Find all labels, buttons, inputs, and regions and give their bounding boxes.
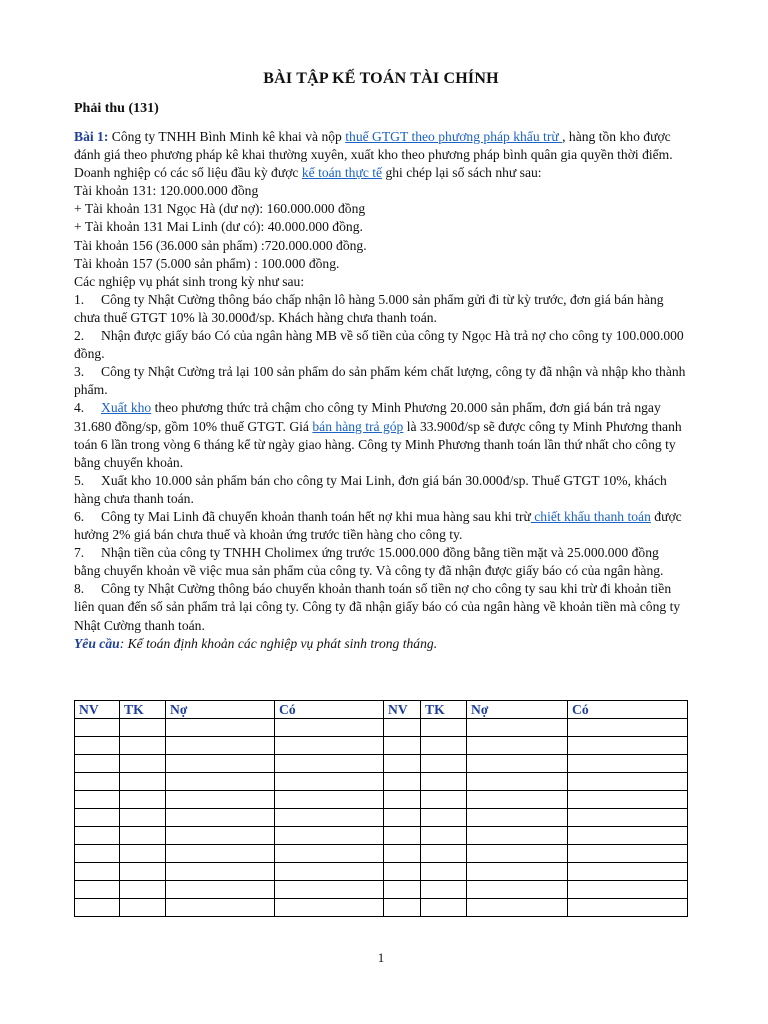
- table-row: [75, 773, 688, 791]
- table-cell[interactable]: [166, 773, 275, 791]
- requirement: [74, 635, 688, 653]
- transaction-item: 3. Công ty Nhật Cường trả lại 100 sản phẩm do sản phẩm kém chất lượng, công ty đã nhận và nhập kho thành phẩm.: [74, 364, 686, 398]
- table-cell[interactable]: [467, 791, 568, 809]
- col-header-no: Nợ: [166, 701, 275, 719]
- col-header-nv: NV: [75, 701, 120, 719]
- table-cell[interactable]: [467, 827, 568, 845]
- table-cell[interactable]: [568, 881, 688, 899]
- table-row: [75, 791, 688, 809]
- table-cell[interactable]: [467, 755, 568, 773]
- table-cell[interactable]: [467, 845, 568, 863]
- link-actual-accounting[interactable]: kế toán thực tế: [301, 165, 383, 181]
- intro-text-2: , hàng tồn kho được đánh giá theo phương pháp kê khai thường xuyên, xuất kho theo phương pháp bình quân gia quyền thời điểm. Doanh nghiệp có các số liệu đầu kỳ được: [74, 129, 673, 181]
- table-cell[interactable]: [75, 755, 120, 773]
- balance-line: Tài khoản 131: 120.000.000 đồng: [74, 183, 259, 199]
- table-cell[interactable]: [120, 737, 166, 755]
- table-cell[interactable]: [568, 755, 688, 773]
- table-cell[interactable]: [120, 881, 166, 899]
- table-cell[interactable]: [120, 827, 166, 845]
- col-header-tk: TK: [421, 701, 467, 719]
- table-cell[interactable]: [275, 899, 384, 917]
- table-row: [75, 827, 688, 845]
- transaction-item: 4. Xuất kho theo phương thức trả chậm cho công ty Minh Phương 20.000 sản phẩm, đơn giá bán trả ngay 31.680 đồng/sp, gồm 10% thuế GTGT. Giá bán hàng trả góp là 33.900đ/sp sẽ được công ty Minh Phương thanh toán 6 lần trong vòng 6 tháng kể từ ngày giao hàng. Công ty Minh Phương thanh toán lần thứ nhất cho công ty bằng chuyển khoản.: [74, 400, 682, 470]
- table-cell[interactable]: [75, 827, 120, 845]
- table-cell[interactable]: [275, 719, 384, 737]
- table-cell[interactable]: [75, 809, 120, 827]
- table-cell[interactable]: [75, 881, 120, 899]
- table-cell[interactable]: [384, 845, 421, 863]
- table-row: [75, 845, 688, 863]
- table-cell[interactable]: [120, 719, 166, 737]
- col-header-nv: NV: [384, 701, 421, 719]
- table-cell[interactable]: [120, 773, 166, 791]
- table-cell[interactable]: [384, 791, 421, 809]
- transaction-item: 8. Công ty Nhật Cường thông báo chuyển khoản thanh toán số tiền nợ cho công ty sau khi trừ đi khoản tiền liên quan đến số sản phẩm trả lại công ty. Công ty đã nhận giấy báo có của ngân hàng về khoản tiền mà công ty Nhật Cường thanh toán.: [74, 581, 681, 633]
- table-cell[interactable]: [166, 755, 275, 773]
- table-cell[interactable]: [384, 773, 421, 791]
- table-cell[interactable]: [568, 719, 688, 737]
- table-cell[interactable]: [568, 791, 688, 809]
- table-cell[interactable]: [421, 881, 467, 899]
- table-row: [75, 863, 688, 881]
- table-cell[interactable]: [275, 791, 384, 809]
- table-cell[interactable]: [384, 863, 421, 881]
- page-number: 1: [377, 950, 385, 965]
- table-cell[interactable]: [421, 755, 467, 773]
- table-cell[interactable]: [421, 737, 467, 755]
- exercise-intro: [74, 128, 688, 182]
- section-heading: Phải thu (131): [74, 101, 159, 116]
- table-cell[interactable]: [467, 809, 568, 827]
- table-cell[interactable]: [568, 827, 688, 845]
- table-cell[interactable]: [421, 719, 467, 737]
- table-cell[interactable]: [467, 899, 568, 917]
- balance-line: + Tài khoản 131 Mai Linh (dư có): 40.000.000 đồng.: [74, 219, 363, 235]
- table-cell[interactable]: [166, 827, 275, 845]
- transaction-item: 6. Công ty Mai Linh đã chuyển khoản thanh toán hết nợ khi mua hàng sau khi trừ chiết khấu thanh toán được hưởng 2% giá bán chưa thuế và khoản ứng trước tiền hàng cho công ty.: [74, 508, 682, 543]
- link-xuat-kho[interactable]: Xuất kho: [101, 400, 152, 416]
- table-cell[interactable]: [75, 899, 120, 917]
- col-header-co: Có: [275, 701, 384, 719]
- table-cell[interactable]: [421, 827, 467, 845]
- table-cell[interactable]: [384, 737, 421, 755]
- table-cell[interactable]: [384, 719, 421, 737]
- table-cell[interactable]: [166, 791, 275, 809]
- table-cell[interactable]: [421, 791, 467, 809]
- table-cell[interactable]: [384, 881, 421, 899]
- table-cell[interactable]: [568, 863, 688, 881]
- table-cell[interactable]: [75, 737, 120, 755]
- table-cell[interactable]: [421, 809, 467, 827]
- table-cell[interactable]: [275, 863, 384, 881]
- link-installment-sales[interactable]: bán hàng trả góp: [312, 418, 404, 434]
- table-cell[interactable]: [467, 863, 568, 881]
- table-cell[interactable]: [75, 845, 120, 863]
- table-cell[interactable]: [75, 791, 120, 809]
- exercise-body: [74, 128, 688, 653]
- link-vat-deduction[interactable]: thuế GTGT theo phương pháp khấu trừ: [345, 129, 563, 144]
- table-cell[interactable]: [166, 899, 275, 917]
- transactions-intro: Các nghiệp vụ phát sinh trong kỳ như sau:: [74, 273, 305, 289]
- table-row: [75, 719, 688, 737]
- requirement-label: Yêu cầu: [74, 635, 120, 651]
- table-cell[interactable]: [467, 881, 568, 899]
- table-cell[interactable]: [275, 845, 384, 863]
- table-cell[interactable]: [275, 755, 384, 773]
- table-cell[interactable]: [166, 809, 275, 827]
- table-cell[interactable]: [275, 773, 384, 791]
- table-cell[interactable]: [384, 755, 421, 773]
- transaction-item: 5. Xuất kho 10.000 sản phẩm bán cho công ty Mai Linh, đơn giá bán 30.000đ/sp. Thuế GTGT 10%, khách hàng chưa thanh toán.: [74, 472, 667, 506]
- table-cell[interactable]: [467, 737, 568, 755]
- table-cell[interactable]: [384, 899, 421, 917]
- table-cell[interactable]: [568, 845, 688, 863]
- intro-text-1: Công ty TNHH Bình Minh kê khai và nộp: [108, 129, 346, 144]
- table-cell[interactable]: [421, 845, 467, 863]
- balance-line: + Tài khoản 131 Ngọc Hà (dư nợ): 160.000.000 đồng: [74, 201, 366, 217]
- table-cell[interactable]: [275, 737, 384, 755]
- table-cell[interactable]: [421, 899, 467, 917]
- table-cell[interactable]: [75, 863, 120, 881]
- table-row: [75, 737, 688, 755]
- transaction-item: 2. Nhận được giấy báo Có của ngân hàng MB về số tiền của công ty Ngọc Hà trả nợ cho công ty 100.000.000 đồng.: [74, 328, 684, 362]
- table-cell[interactable]: [568, 809, 688, 827]
- table-cell[interactable]: [166, 863, 275, 881]
- table-cell[interactable]: [467, 773, 568, 791]
- intro-text-3: ghi chép lại số sách như sau:: [382, 165, 542, 181]
- table-cell[interactable]: [275, 809, 384, 827]
- table-cell[interactable]: [568, 773, 688, 791]
- balance-line: Tài khoản 157 (5.000 sản phẩm) : 100.000 đồng.: [74, 255, 340, 271]
- table-cell[interactable]: [120, 845, 166, 863]
- table-cell[interactable]: [166, 845, 275, 863]
- table-cell[interactable]: [120, 755, 166, 773]
- journal-table: [74, 700, 688, 917]
- table-cell[interactable]: [120, 863, 166, 881]
- link-payment-discount[interactable]: chiết khấu thanh toán: [530, 508, 651, 524]
- col-header-tk: TK: [120, 701, 166, 719]
- table-cell[interactable]: [75, 773, 120, 791]
- table-body: [75, 719, 688, 917]
- transaction-item: 7. Nhận tiền của công ty TNHH Cholimex ứng trước 15.000.000 đồng bằng tiền mặt và 25.000.000 đồng bằng chuyển khoản về việc mua sản phẩm của công ty. Và công ty đã nhận được giấy báo có của ngân hàng.: [74, 545, 664, 579]
- page-title: BÀI TẬP KẾ TOÁN TÀI CHÍNH: [263, 70, 499, 87]
- table-cell[interactable]: [421, 773, 467, 791]
- table-cell[interactable]: [166, 737, 275, 755]
- col-header-no: Nợ: [467, 701, 568, 719]
- table-row: [75, 755, 688, 773]
- requirement-text: : Kế toán định khoản các nghiệp vụ phát sinh trong tháng.: [119, 635, 438, 651]
- table-row: [75, 899, 688, 917]
- table-cell[interactable]: [166, 719, 275, 737]
- table-cell[interactable]: [166, 881, 275, 899]
- exercise-label: Bài 1:: [74, 129, 109, 144]
- table-cell[interactable]: [384, 809, 421, 827]
- table-cell[interactable]: [275, 881, 384, 899]
- table-cell[interactable]: [384, 827, 421, 845]
- transaction-item: 1. Công ty Nhật Cường thông báo chấp nhận lô hàng 5.000 sản phẩm gửi đi từ kỳ trước, đơn giá bán hàng chưa thuế GTGT 10% là 30.000đ/sp. Khách hàng chưa thanh toán.: [74, 291, 664, 325]
- table-row: [75, 809, 688, 827]
- table-header-row: [75, 701, 688, 719]
- table-cell[interactable]: [120, 899, 166, 917]
- table-cell[interactable]: [568, 737, 688, 755]
- table-cell[interactable]: [75, 719, 120, 737]
- table-cell[interactable]: [568, 899, 688, 917]
- table-row: [75, 881, 688, 899]
- balance-line: Tài khoản 156 (36.000 sản phẩm) :720.000.000 đồng.: [74, 237, 367, 253]
- col-header-co: Có: [568, 701, 688, 719]
- table-cell[interactable]: [467, 719, 568, 737]
- table-cell[interactable]: [275, 827, 384, 845]
- table-cell[interactable]: [421, 863, 467, 881]
- table-cell[interactable]: [120, 809, 166, 827]
- table-cell[interactable]: [120, 791, 166, 809]
